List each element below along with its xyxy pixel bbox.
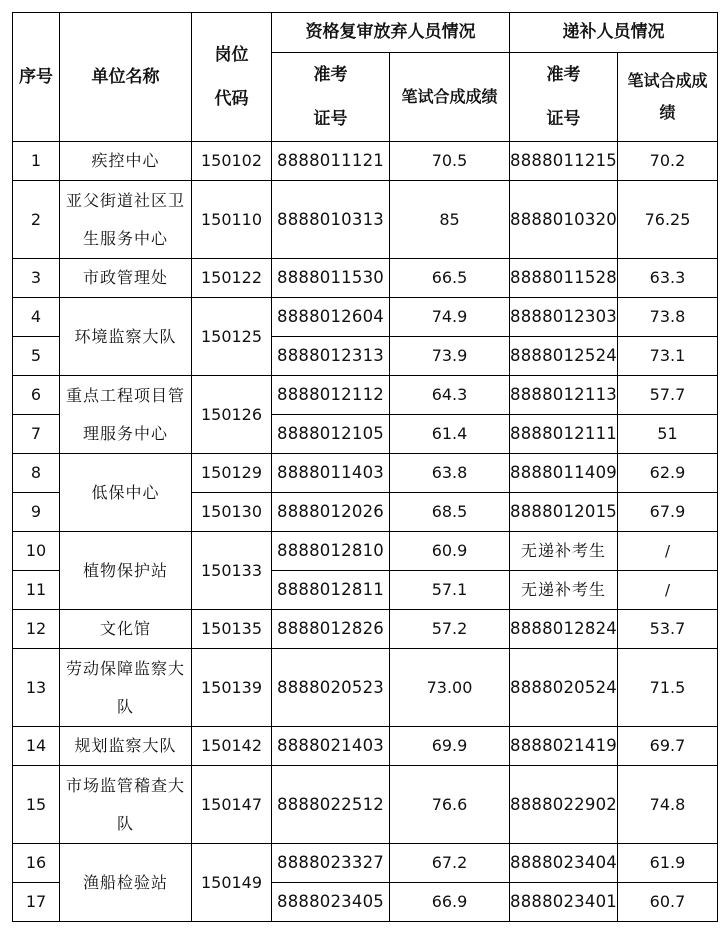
row-waived-score: 68.5: [390, 493, 510, 532]
header-waived-score: 笔试合成成绩: [390, 53, 510, 142]
row-waived-id: 8888023327: [272, 844, 390, 883]
row-waived-id: 8888012112: [272, 376, 390, 415]
row-seq: 10: [13, 532, 60, 571]
row-fill-id: 8888011215: [510, 142, 618, 181]
row-fill-score: 60.7: [617, 883, 717, 922]
row-fill-score: 63.3: [617, 259, 717, 298]
row-code: 150102: [192, 142, 272, 181]
row-seq: 4: [13, 298, 60, 337]
row-waived-id: 8888011121: [272, 142, 390, 181]
row-waived-score: 57.1: [390, 571, 510, 610]
row-waived-score: 70.5: [390, 142, 510, 181]
row-unit: 市场监管稽查大队: [60, 766, 192, 844]
header-seq: 序号: [13, 13, 60, 142]
row-waived-id: 8888012313: [272, 337, 390, 376]
row-unit: 重点工程项目管理服务中心: [60, 376, 192, 454]
row-unit: 规划监察大队: [60, 727, 192, 766]
row-seq: 3: [13, 259, 60, 298]
row-code: 150135: [192, 610, 272, 649]
row-fill-score: 69.7: [617, 727, 717, 766]
row-waived-score: 61.4: [390, 415, 510, 454]
row-seq: 15: [13, 766, 60, 844]
row-fill-id: 无递补考生: [510, 532, 618, 571]
row-fill-id: 8888011528: [510, 259, 618, 298]
row-waived-score: 64.3: [390, 376, 510, 415]
row-fill-id: 8888012824: [510, 610, 618, 649]
header-fill-score: 笔试合成成绩: [617, 53, 717, 142]
row-code: 150126: [192, 376, 272, 454]
row-waived-id: 8888012604: [272, 298, 390, 337]
row-waived-score: 69.9: [390, 727, 510, 766]
header-unit: 单位名称: [60, 13, 192, 142]
header-fill-admission-no: 准考证号: [510, 53, 618, 142]
row-waived-id: 8888011403: [272, 454, 390, 493]
row-fill-score: 62.9: [617, 454, 717, 493]
row-fill-score: 70.2: [617, 142, 717, 181]
row-fill-id: 8888010320: [510, 181, 618, 259]
row-waived-score: 57.2: [390, 610, 510, 649]
row-fill-score: 67.9: [617, 493, 717, 532]
row-seq: 13: [13, 649, 60, 727]
row-seq: 1: [13, 142, 60, 181]
row-waived-score: 67.2: [390, 844, 510, 883]
row-seq: 16: [13, 844, 60, 883]
row-fill-id: 8888011409: [510, 454, 618, 493]
row-waived-score: 85: [390, 181, 510, 259]
row-fill-id: 8888012303: [510, 298, 618, 337]
row-fill-id: 8888023404: [510, 844, 618, 883]
row-fill-score: 57.7: [617, 376, 717, 415]
row-seq: 12: [13, 610, 60, 649]
row-waived-id: 8888012105: [272, 415, 390, 454]
row-fill-score: 73.1: [617, 337, 717, 376]
header-group-fill: 递补人员情况: [510, 13, 718, 53]
row-code: 150122: [192, 259, 272, 298]
row-seq: 7: [13, 415, 60, 454]
row-fill-score: 61.9: [617, 844, 717, 883]
row-seq: 5: [13, 337, 60, 376]
row-unit: 文化馆: [60, 610, 192, 649]
row-seq: 8: [13, 454, 60, 493]
row-seq: 11: [13, 571, 60, 610]
row-waived-id: 8888012810: [272, 532, 390, 571]
row-unit: 渔船检验站: [60, 844, 192, 922]
row-code: 150125: [192, 298, 272, 376]
row-waived-score: 73.00: [390, 649, 510, 727]
row-seq: 17: [13, 883, 60, 922]
row-waived-score: 66.9: [390, 883, 510, 922]
row-unit: 亚父街道社区卫生服务中心: [60, 181, 192, 259]
row-waived-id: 8888012811: [272, 571, 390, 610]
row-waived-id: 8888012826: [272, 610, 390, 649]
row-fill-id: 8888021419: [510, 727, 618, 766]
row-fill-score: /: [617, 571, 717, 610]
row-seq: 14: [13, 727, 60, 766]
header-post-code: 岗位代码: [192, 13, 272, 142]
row-waived-id: 8888021403: [272, 727, 390, 766]
row-unit: 疾控中心: [60, 142, 192, 181]
row-waived-score: 73.9: [390, 337, 510, 376]
row-code: 150130: [192, 493, 272, 532]
row-waived-id: 8888010313: [272, 181, 390, 259]
row-code: 150149: [192, 844, 272, 922]
row-code: 150110: [192, 181, 272, 259]
row-seq: 9: [13, 493, 60, 532]
row-fill-score: 71.5: [617, 649, 717, 727]
results-table: [12, 12, 718, 922]
header-group-waived: 资格复审放弃人员情况: [272, 13, 510, 53]
row-waived-id: 8888012026: [272, 493, 390, 532]
row-unit: 环境监察大队: [60, 298, 192, 376]
row-fill-id: 8888012113: [510, 376, 618, 415]
row-waived-id: 8888011530: [272, 259, 390, 298]
row-waived-score: 60.9: [390, 532, 510, 571]
row-code: 150139: [192, 649, 272, 727]
header-waived-admission-no: 准考证号: [272, 53, 390, 142]
row-fill-score: 53.7: [617, 610, 717, 649]
row-fill-score: 73.8: [617, 298, 717, 337]
row-fill-score: /: [617, 532, 717, 571]
row-fill-score: 74.8: [617, 766, 717, 844]
row-fill-id: 8888012015: [510, 493, 618, 532]
row-fill-score: 76.25: [617, 181, 717, 259]
row-fill-id: 无递补考生: [510, 571, 618, 610]
row-code: 150142: [192, 727, 272, 766]
row-code: 150133: [192, 532, 272, 610]
row-seq: 6: [13, 376, 60, 415]
row-seq: 2: [13, 181, 60, 259]
row-waived-score: 66.5: [390, 259, 510, 298]
row-code: 150147: [192, 766, 272, 844]
row-waived-id: 8888022512: [272, 766, 390, 844]
row-fill-id: 8888012111: [510, 415, 618, 454]
row-fill-id: 8888023401: [510, 883, 618, 922]
row-waived-score: 76.6: [390, 766, 510, 844]
row-waived-score: 74.9: [390, 298, 510, 337]
row-unit: 植物保护站: [60, 532, 192, 610]
row-fill-id: 8888022902: [510, 766, 618, 844]
row-code: 150129: [192, 454, 272, 493]
row-unit: 劳动保障监察大队: [60, 649, 192, 727]
row-unit: 低保中心: [60, 454, 192, 532]
row-fill-id: 8888020524: [510, 649, 618, 727]
row-unit: 市政管理处: [60, 259, 192, 298]
row-fill-id: 8888012524: [510, 337, 618, 376]
row-waived-score: 63.8: [390, 454, 510, 493]
row-waived-id: 8888020523: [272, 649, 390, 727]
row-waived-id: 8888023405: [272, 883, 390, 922]
row-fill-score: 51: [617, 415, 717, 454]
